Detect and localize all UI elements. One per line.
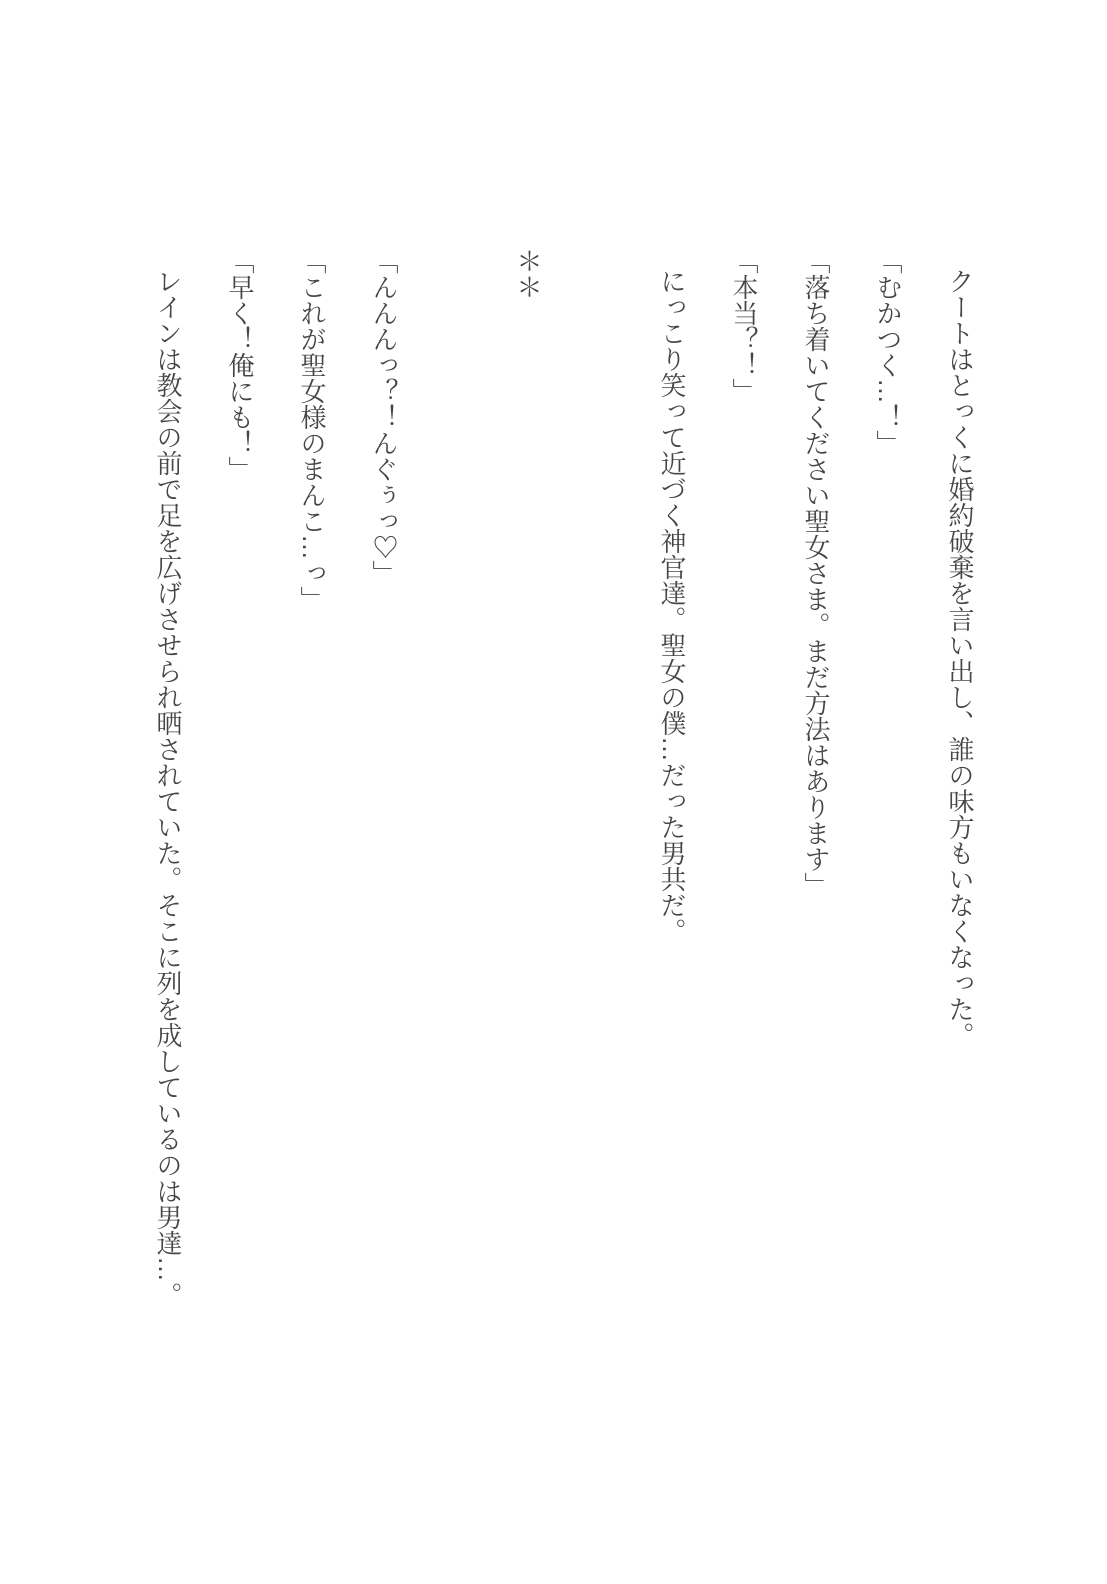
narration-line: レインは教会の前で足を広げさせられ晒されていた。そこに列を成しているのは男達…。: [153, 267, 183, 1308]
dialogue-line: 「早く！俺にも！」: [225, 248, 255, 482]
vertical-text-block: [132, 248, 996, 1358]
dialogue-line: 「落ち着いてください聖女さま。まだ方法はあります」: [801, 248, 831, 898]
dialogue-line: 「本当？！」: [729, 248, 759, 404]
blank-line: [420, 248, 492, 1358]
separator-line: ＊＊: [513, 248, 543, 300]
dialogue-line: 「むかつく…！」: [873, 248, 903, 456]
dialogue-line: 「これが聖女様のまんこ…っ」: [297, 248, 327, 612]
narration-line: にっこり笑って近づく神官達。聖女の僕…だった男共だ。: [657, 267, 687, 944]
blank-line: [564, 248, 636, 1358]
dialogue-line: 「んんんっ？！んぐぅっ♡」: [369, 248, 399, 586]
narration-line: クートはとっくに婚約破棄を言い出し、誰の味方もいなくなった。: [945, 267, 975, 1048]
